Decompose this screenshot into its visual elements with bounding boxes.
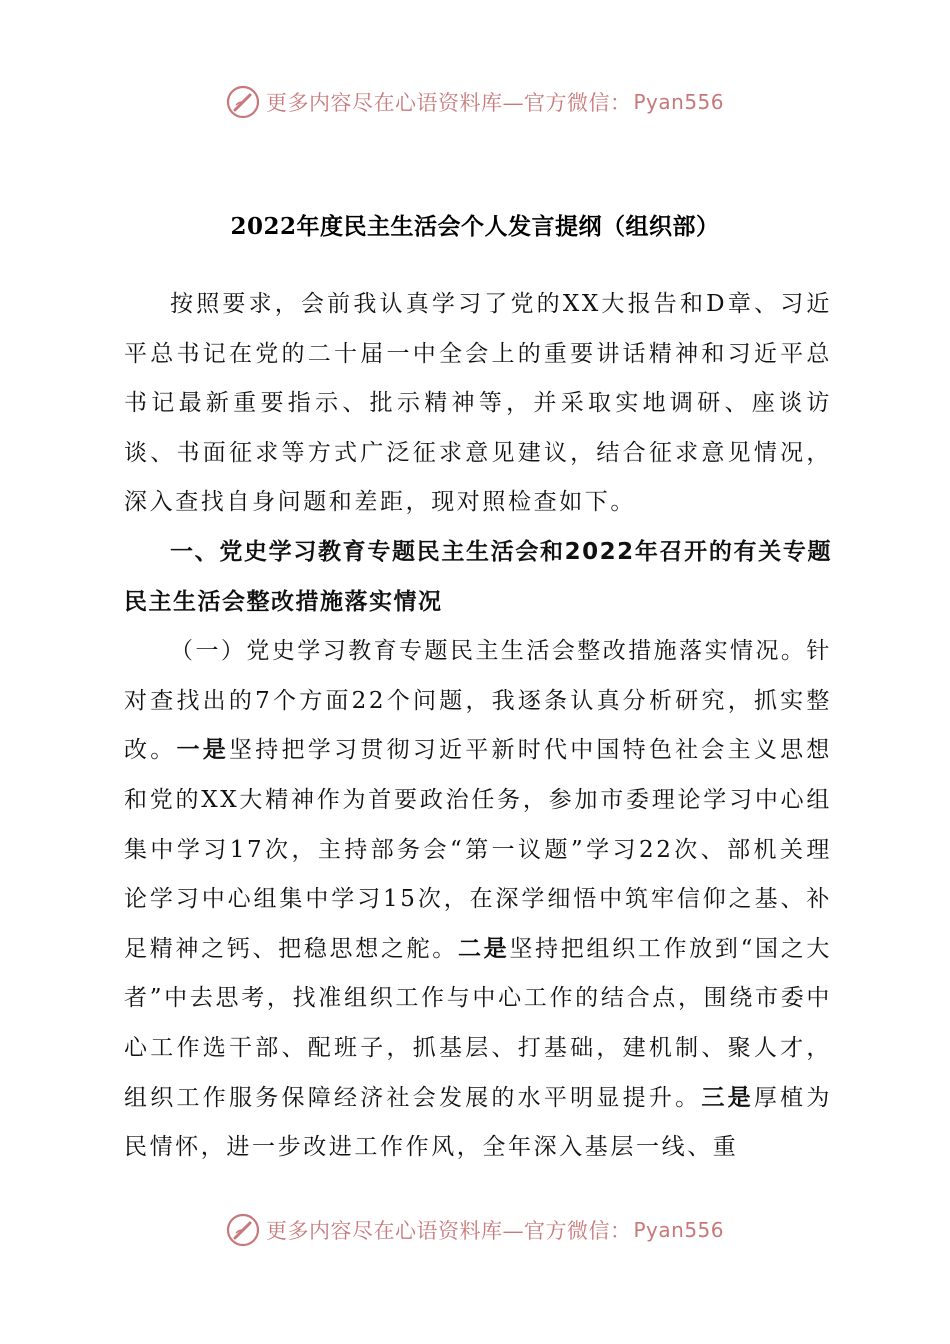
point-3-label: 三是 bbox=[701, 1084, 754, 1111]
point-1-label: 一是 bbox=[176, 737, 229, 764]
point-2-label: 二是 bbox=[457, 935, 510, 962]
quill-logo-icon bbox=[226, 1213, 260, 1247]
intro-paragraph: 按照要求，会前我认真学习了党的XX大报告和D章、习近平总书记在党的二十届一中全会上的重要讲话精神和习近平总书记最新重要指示、批示精神等，并采取实地调研、座谈访谈、书面征求等方式广泛征求意见建议，结合征求意见情况，深入查找自身问题和差距，现对照检查如下。 bbox=[124, 291, 832, 516]
watermark-wechat-id: Pyan556 bbox=[633, 1218, 724, 1242]
subsection-heading: （一）党史学习教育专题民主生活会整改措施落实情况。 bbox=[170, 638, 807, 665]
document-title: 2022年度民主生活会个人发言提纲（组织部） bbox=[230, 213, 720, 240]
watermark-header bbox=[0, 85, 950, 119]
watermark-text: 更多内容尽在心语资料库—官方微信： bbox=[265, 91, 632, 115]
section-heading: 一、党史学习教育专题民主生活会和2022年召开的有关专题民主生活会整改措施落实情况 bbox=[124, 538, 832, 615]
point-2-text: 坚持把组织工作放到“国之大者”中去思考，找准组织工作与中心工作的结合点，围绕市委中心工作选干部、配班子，抓基层、打基础，建机制、聚人才，组织工作服务保障经济社会发展的水平明显提升。 bbox=[124, 935, 832, 1111]
watermark-wechat-id: Pyan556 bbox=[633, 90, 724, 114]
point-1-text: 坚持把学习贯彻习近平新时代中国特色社会主义思想和党的XX大精神作为首要政治任务，参加市委理论学习中心组集中学习17次，主持部务会“第一议题”学习22次、部机关理论学习中心组集中学习15次，在深学细悟中筑牢信仰之基、补足精神之钙、把稳思想之舵。 bbox=[124, 737, 832, 962]
point-3-text: 厚植为民情怀，进一步改进工作作风，全年深入基层一线、重 bbox=[124, 1084, 832, 1161]
subsection-paragraph bbox=[124, 627, 832, 1173]
quill-logo-icon bbox=[226, 85, 260, 119]
subsection-intro: 针对查找出的7个方面22个问题，我逐条认真分析研究，抓实整改。 bbox=[124, 638, 832, 764]
watermark-text: 更多内容尽在心语资料库—官方微信： bbox=[265, 1219, 632, 1243]
watermark-footer bbox=[0, 1213, 950, 1247]
document-body bbox=[124, 280, 832, 1173]
